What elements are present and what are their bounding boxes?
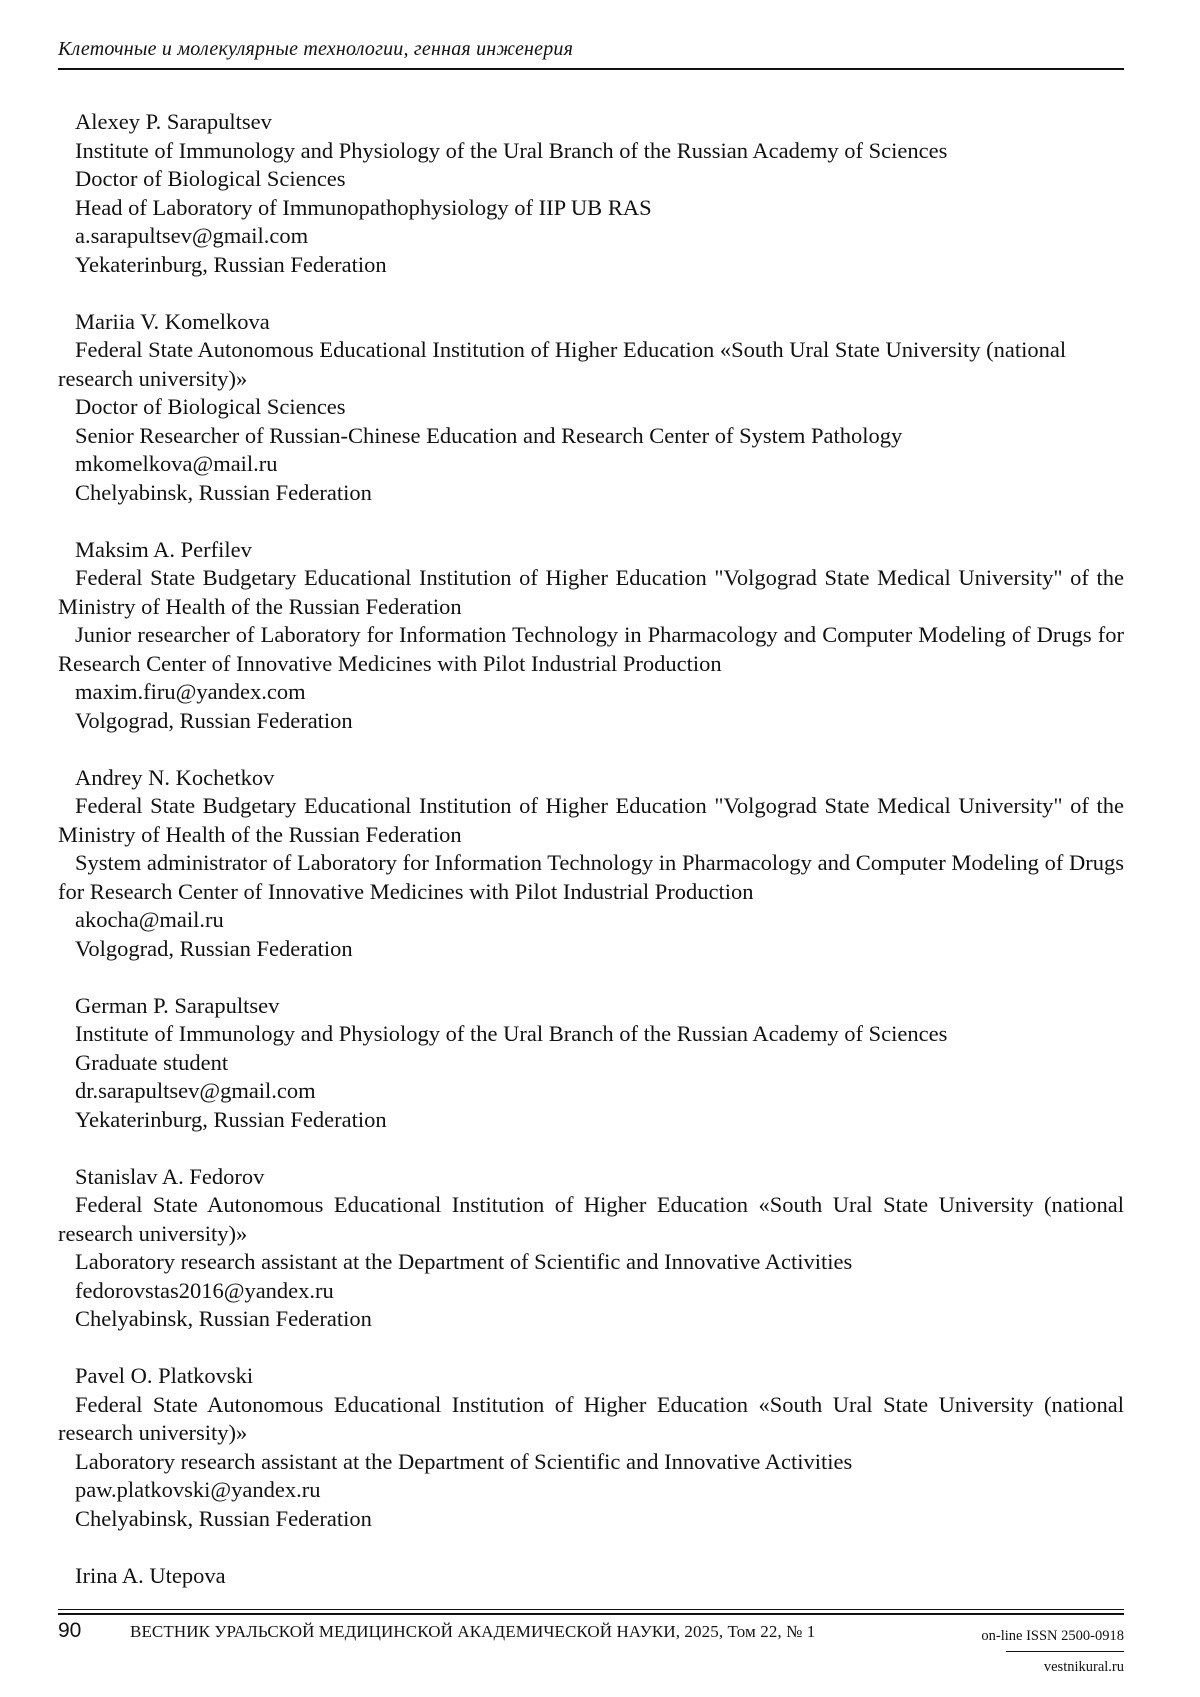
author-name: Stanislav A. Fedorov — [58, 1163, 1124, 1192]
author-email[interactable]: akocha@mail.ru — [58, 906, 1124, 935]
author-affiliation: Institute of Immunology and Physiology of the Ural Branch of the Russian Academy of Sciences — [58, 137, 1124, 166]
author-name: Andrey N. Kochetkov — [58, 764, 1124, 793]
author-degree: Doctor of Biological Sciences — [58, 165, 1124, 194]
journal-website[interactable]: vestnikural.ru — [1044, 1659, 1124, 1676]
author-email[interactable]: maxim.firu@yandex.com — [58, 678, 1124, 707]
author-email[interactable]: dr.sarapultsev@gmail.com — [58, 1077, 1124, 1106]
author-degree: Doctor of Biological Sciences — [58, 393, 1124, 422]
author-block — [58, 1362, 1124, 1533]
issn: on-line ISSN 2500-0918 — [981, 1628, 1124, 1645]
author-affiliation: Federal State Budgetary Educational Institution of Higher Education "Volgograd State Medical University" of the Ministry of Health of the Russian Federation — [58, 792, 1124, 849]
author-name: Irina A. Utepova — [58, 1562, 1124, 1591]
author-city: Chelyabinsk, Russian Federation — [58, 1505, 1124, 1534]
author-city: Volgograd, Russian Federation — [58, 707, 1124, 736]
author-position: Laboratory research assistant at the Department of Scientific and Innovative Activities — [58, 1448, 1124, 1477]
author-block — [58, 308, 1124, 508]
author-list — [58, 108, 1124, 1619]
author-email[interactable]: paw.platkovski@yandex.ru — [58, 1476, 1124, 1505]
author-block — [58, 108, 1124, 279]
author-affiliation: Federal State Autonomous Educational Institution of Higher Education «South Ural State University (national research university)» — [58, 1391, 1124, 1448]
footer-divider — [58, 1613, 1124, 1615]
author-city: Volgograd, Russian Federation — [58, 935, 1124, 964]
issn-underline — [1006, 1651, 1124, 1652]
author-email[interactable]: fedorovstas2016@yandex.ru — [58, 1277, 1124, 1306]
author-name: Mariia V. Komelkova — [58, 308, 1124, 337]
author-position: Laboratory research assistant at the Department of Scientific and Innovative Activities — [58, 1248, 1124, 1277]
author-position: Senior Researcher of Russian-Chinese Education and Research Center of System Pathology — [58, 422, 1124, 451]
author-position: Junior researcher of Laboratory for Information Technology in Pharmacology and Computer Modeling of Drugs for Research Center of Innovative Medicines with Pilot Industrial Production — [58, 621, 1124, 678]
header-divider — [58, 68, 1124, 70]
author-name: German P. Sarapultsev — [58, 992, 1124, 1021]
footer-divider — [58, 1609, 1124, 1610]
author-name: Pavel O. Platkovski — [58, 1362, 1124, 1391]
author-city: Chelyabinsk, Russian Federation — [58, 479, 1124, 508]
author-block — [58, 1163, 1124, 1334]
author-block — [58, 1562, 1124, 1591]
author-affiliation: Federal State Autonomous Educational Institution of Higher Education «South Ural State University (national research university)» — [58, 336, 1124, 393]
author-position: Graduate student — [58, 1049, 1124, 1078]
running-header: Клеточные и молекулярные технологии, генная инженерия — [58, 38, 573, 61]
author-affiliation: Institute of Immunology and Physiology of the Ural Branch of the Russian Academy of Sciences — [58, 1020, 1124, 1049]
author-city: Yekaterinburg, Russian Federation — [58, 251, 1124, 280]
author-name: Maksim A. Perfilev — [58, 536, 1124, 565]
author-position: System administrator of Laboratory for Information Technology in Pharmacology and Computer Modeling of Drugs for Research Center of Innovative Medicines with Pilot Industrial Production — [58, 849, 1124, 906]
author-affiliation: Federal State Budgetary Educational Institution of Higher Education "Volgograd State Medical University" of the Ministry of Health of the Russian Federation — [58, 564, 1124, 621]
author-block — [58, 764, 1124, 964]
author-city: Chelyabinsk, Russian Federation — [58, 1305, 1124, 1334]
author-block — [58, 536, 1124, 736]
author-city: Yekaterinburg, Russian Federation — [58, 1106, 1124, 1135]
page-number: 90 — [58, 1619, 81, 1643]
author-name: Alexey P. Sarapultsev — [58, 108, 1124, 137]
journal-title: ВЕСТНИК УРАЛЬСКОЙ МЕДИЦИНСКОЙ АКАДЕМИЧЕСКОЙ НАУКИ, 2025, Том 22, № 1 — [130, 1622, 815, 1642]
author-affiliation: Federal State Autonomous Educational Institution of Higher Education «South Ural State University (national research university)» — [58, 1191, 1124, 1248]
author-block — [58, 992, 1124, 1135]
author-email[interactable]: mkomelkova@mail.ru — [58, 450, 1124, 479]
author-email[interactable]: a.sarapultsev@gmail.com — [58, 222, 1124, 251]
author-position: Head of Laboratory of Immunopathophysiology of IIP UB RAS — [58, 194, 1124, 223]
